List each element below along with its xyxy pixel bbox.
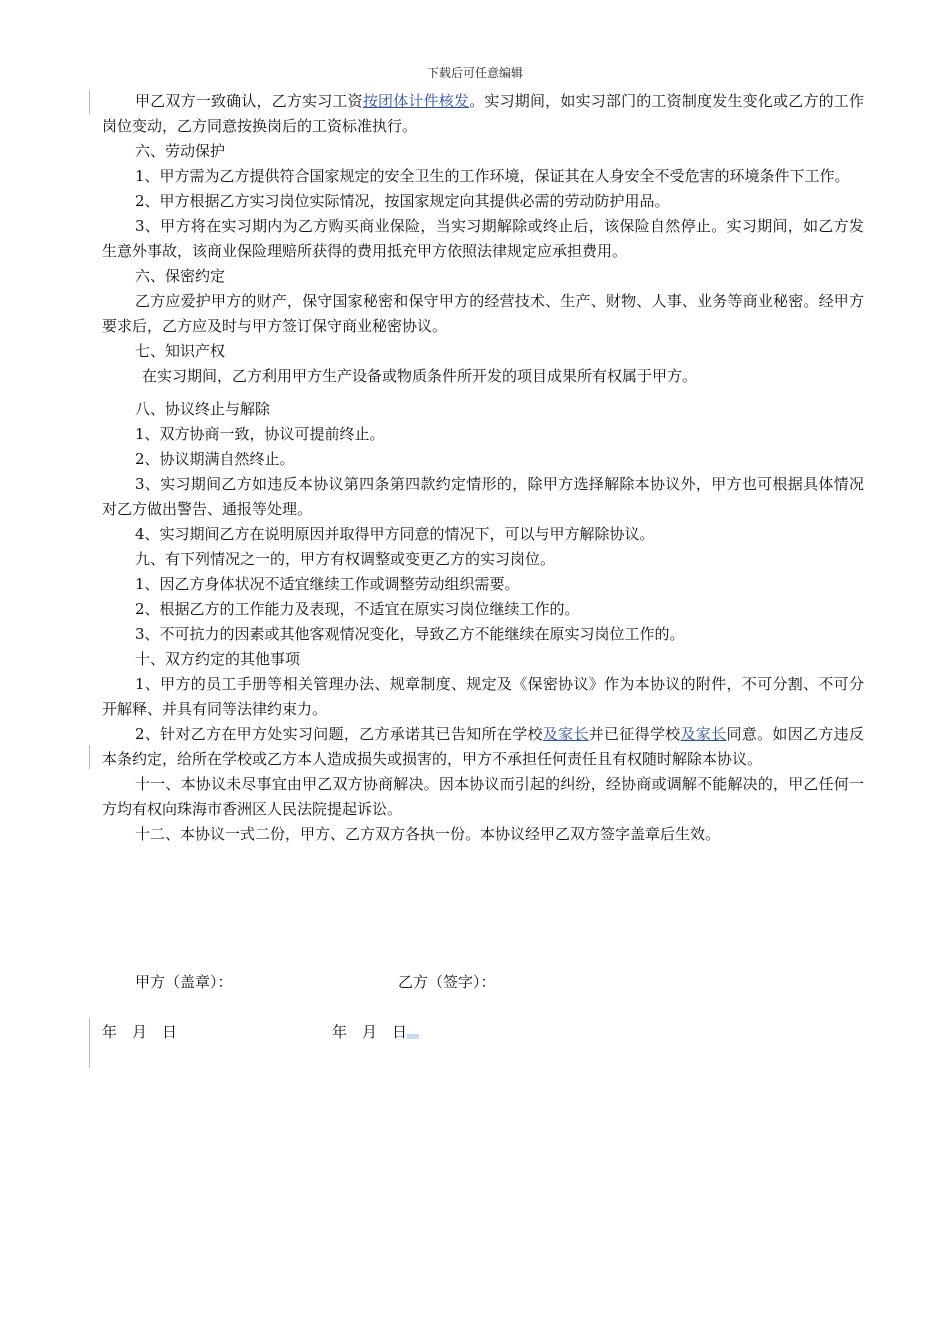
party-a-date: 年 月 日 — [102, 1023, 178, 1041]
document-body — [102, 89, 864, 847]
paragraph-wage — [102, 89, 864, 139]
section-heading-10: 十、双方约定的其他事项 — [135, 650, 301, 668]
clause-8-2: 2、协议期满自然终止。 — [135, 450, 295, 468]
clause-9-2: 2、根据乙方的工作能力及表现，不适宜在原实习岗位继续工作的。 — [135, 600, 580, 618]
party-a-label: 甲方（盖章）： — [135, 973, 233, 991]
section-heading-7: 七、知识产权 — [135, 342, 226, 360]
clause-8-3: 3、实习期间乙方如违反本协议第四条第四款约定情形的，除甲方选择解除本协议外，甲方也可根据具体情况对乙方做出警告、通报等处理。 — [102, 475, 864, 518]
highlight-mark — [407, 1034, 419, 1039]
page-header: 下载后可任意编辑 — [426, 66, 523, 80]
party-b-date-line — [332, 1021, 419, 1042]
change-bar — [89, 1018, 90, 1068]
clause-confidentiality: 乙方应爱护甲方的财产，保守国家秘密和保守甲方的经营技术、生产、财物、人事、业务等商业秘密。经甲方要求后，乙方应及时与甲方签订保守商业秘密协议。 — [102, 292, 864, 335]
clause-9-3: 3、不可抗力的因素或其他客观情况变化，导致乙方不能继续在原实习岗位工作的。 — [135, 625, 685, 643]
text: 2、针对乙方在甲方处实习问题，乙方承诺其已告知所在学校 — [135, 725, 543, 743]
clause-ip: 在实习期间，乙方利用甲方生产设备或物质条件所开发的项目成果所有权属于甲方。 — [142, 367, 698, 385]
text: 同意。如因乙方违反本条约定，给所在学校或乙方本人造成损失或损害的，甲方不承担任何责任且有权随时解除本协议。 — [102, 725, 864, 768]
party-b-label: 乙方（签字）： — [398, 973, 496, 991]
text: 。实习期间，如实习部门的工资制度发生变化或乙方的工作岗位变动，乙方同意按换岗后的工资标准执行。 — [102, 92, 864, 135]
clause-6-2: 2、甲方根据乙方实习岗位实际情况，按国家规定向其提供必需的劳动防护用品。 — [135, 192, 670, 210]
clause-12: 十二、本协议一式二份，甲方、乙方双方各执一份。本协议经甲乙双方签字盖章后生效。 — [135, 825, 721, 843]
section-heading-6b: 六、保密约定 — [135, 267, 226, 285]
wage-link[interactable]: 按团体计件核发 — [362, 92, 470, 110]
parents-link[interactable]: 及家长 — [542, 725, 589, 743]
clause-6-1: 1、甲方需为乙方提供符合国家规定的安全卫生的工作环境，保证其在人身安全不受危害的环境条件下工作。 — [135, 167, 850, 185]
clause-10-1: 1、甲方的员工手册等相关管理办法、规章制度、规定及《保密协议》作为本协议的附件，不可分割、不可分开解释、并具有同等法律约束力。 — [102, 675, 864, 718]
text: 并已征得学校 — [588, 725, 681, 743]
text: 甲乙双方一致确认，乙方实习工资 — [135, 92, 363, 110]
clause-11: 十一、本协议未尽事宜由甲乙双方协商解决。因本协议而引起的纠纷，经协商或调解不能解决的，甲乙任何一方均有权向珠海市香洲区人民法院提起诉讼。 — [102, 775, 864, 818]
clause-9-1: 1、因乙方身体状况不适宜继续工作或调整劳动组织需要。 — [135, 575, 520, 593]
section-heading-8: 八、协议终止与解除 — [135, 400, 271, 418]
clause-8-1: 1、双方协商一致，协议可提前终止。 — [135, 425, 385, 443]
section-heading-6: 六、劳动保护 — [135, 142, 226, 160]
clause-6-3: 3、甲方将在实习期内为乙方购买商业保险，当实习期解除或终止后，该保险自然停止。实习期间，如乙方发生意外事故，该商业保险理赔所获得的费用抵充甲方依照法律规定应承担费用。 — [102, 217, 864, 260]
change-bar — [89, 745, 90, 769]
party-b-date: 年 月 日 — [332, 1023, 408, 1041]
change-bar — [89, 90, 90, 114]
clause-10-2 — [102, 722, 864, 772]
parents-link[interactable]: 及家长 — [680, 725, 727, 743]
clause-8-4: 4、实习期间乙方在说明原因并取得甲方同意的情况下，可以与甲方解除协议。 — [135, 525, 655, 543]
section-heading-9: 九、有下列情况之一的，甲方有权调整或变更乙方的实习岗位。 — [135, 550, 556, 568]
